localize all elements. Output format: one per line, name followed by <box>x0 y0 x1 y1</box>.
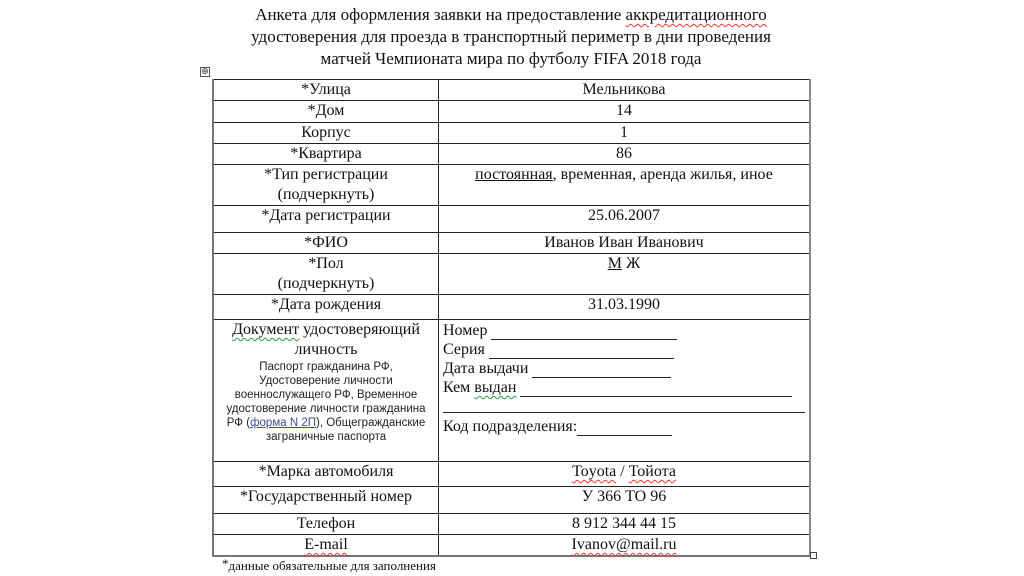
grammar-flagged-word[interactable]: Документ <box>232 321 300 338</box>
hint-text: Паспорт гражданина РФ, Удостоверение личности военнослужащего РФ, Временное удостоверение личности гражданина РФ ( <box>226 361 426 429</box>
email-value[interactable] <box>439 535 811 557</box>
registration-date-value[interactable]: 25.06.2007 <box>439 206 811 233</box>
title-line-1 <box>212 4 810 26</box>
issue-date-blank[interactable] <box>532 362 671 378</box>
car-brand-label: *Марка автомобиля <box>213 462 439 487</box>
id-document-title-line2: личность <box>294 341 358 358</box>
spellcheck-flagged-word[interactable]: Тойота <box>628 463 676 480</box>
sex-other-option[interactable]: Ж <box>621 255 641 272</box>
fio-value[interactable]: Иванов Иван Иванович <box>439 233 811 254</box>
table-row <box>213 144 810 165</box>
issued-by-field[interactable] <box>443 378 805 397</box>
table-row <box>213 487 810 514</box>
street-label: *Улица <box>213 80 439 101</box>
issue-date-label: Дата выдачи <box>443 360 529 377</box>
id-document-hint <box>218 360 434 444</box>
footnote-text: данные обязательные для заполнения <box>228 558 436 573</box>
sex-value[interactable] <box>439 254 811 295</box>
plate-value[interactable]: У 366 ТО 96 <box>439 487 811 514</box>
footnote <box>222 556 436 574</box>
issued-by-blank-2[interactable] <box>443 397 805 413</box>
underline-hint: (подчеркнуть) <box>277 275 375 292</box>
issue-date-field[interactable] <box>443 359 805 378</box>
title-text: Анкета для оформления заявки на предоставление <box>255 5 626 24</box>
title-line-2: удостоверения для проезда в транспортный периметр в дни проведения <box>251 27 771 46</box>
apartment-value[interactable]: 86 <box>439 144 811 165</box>
house-label: *Дом <box>213 101 439 123</box>
form-title <box>212 4 810 70</box>
car-brand-value[interactable] <box>439 462 811 487</box>
fio-label: *ФИО <box>213 233 439 254</box>
birth-date-label: *Дата рождения <box>213 295 439 320</box>
building-value[interactable]: 1 <box>439 123 811 144</box>
form-2p-link[interactable]: форма N 2П <box>250 417 316 429</box>
registration-type-label <box>213 165 439 206</box>
id-document-label <box>213 320 439 462</box>
street-value[interactable]: Мельникова <box>439 80 811 101</box>
phone-label: Телефон <box>213 514 439 535</box>
table-row <box>213 206 810 233</box>
sex-label <box>213 254 439 295</box>
number-blank[interactable] <box>491 324 677 340</box>
house-value[interactable]: 14 <box>439 101 811 123</box>
table-row <box>213 462 810 487</box>
table-row <box>213 514 810 535</box>
separator: / <box>616 463 629 480</box>
registration-type-selected[interactable]: постоянная <box>475 166 553 183</box>
table-row <box>213 80 810 101</box>
spellcheck-flagged-word[interactable]: E-mail <box>304 536 348 553</box>
title-line-3: матчей Чемпионата мира по футболу FIFA 2018 года <box>320 49 702 68</box>
plate-label: *Государственный номер <box>213 487 439 514</box>
building-label: Корпус <box>213 123 439 144</box>
table-resize-handle-icon[interactable] <box>810 552 817 559</box>
table-row <box>213 295 810 320</box>
table-row <box>213 165 810 206</box>
issued-by-label: Кем <box>443 379 471 396</box>
table-row <box>213 123 810 144</box>
registration-type-value[interactable] <box>439 165 811 206</box>
issued-by-blank[interactable] <box>520 381 792 397</box>
footnote-star: * <box>222 556 229 571</box>
id-document-title <box>218 320 434 340</box>
table-row <box>213 254 810 295</box>
number-label: Номер <box>443 322 488 339</box>
series-label: Серия <box>443 341 485 358</box>
apartment-label: *Квартира <box>213 144 439 165</box>
division-code-field[interactable] <box>443 417 805 436</box>
table-row <box>213 535 810 557</box>
number-field[interactable] <box>443 321 805 340</box>
table-row <box>213 101 810 123</box>
series-field[interactable] <box>443 340 805 359</box>
phone-value[interactable]: 8 912 344 44 15 <box>439 514 811 535</box>
table-row <box>213 320 810 462</box>
issued-by-continuation[interactable] <box>443 397 805 413</box>
sex-selected[interactable]: М <box>607 255 622 272</box>
grammar-flagged-word[interactable]: выдан <box>474 379 517 396</box>
registration-type-label-text: *Тип регистрации <box>264 166 388 183</box>
division-code-blank[interactable] <box>577 420 672 436</box>
table-row <box>213 233 810 254</box>
underline-hint: (подчеркнуть) <box>277 186 375 203</box>
application-form-table <box>212 79 811 557</box>
spellcheck-flagged-word[interactable]: аккредитационного <box>625 5 767 24</box>
table-move-handle-icon[interactable]: ⊕ <box>201 67 209 77</box>
email-label <box>213 535 439 557</box>
id-document-title-text: удостоверяющий <box>299 321 420 338</box>
sex-label-text: *Пол <box>308 255 344 272</box>
hint-text: ), Общегражданские заграничные паспорта <box>265 417 426 443</box>
spellcheck-flagged-word[interactable]: Toyota <box>572 463 617 480</box>
registration-type-options[interactable]: , временная, аренда жилья, иное <box>552 166 773 183</box>
id-document-fields <box>439 320 811 462</box>
division-code-label: Код подразделения: <box>443 418 578 435</box>
registration-date-label: *Дата регистрации <box>213 206 439 233</box>
birth-date-value[interactable]: 31.03.1990 <box>439 295 811 320</box>
spellcheck-flagged-word[interactable]: Ivanov@mail.ru <box>571 536 677 553</box>
series-blank[interactable] <box>489 343 674 359</box>
